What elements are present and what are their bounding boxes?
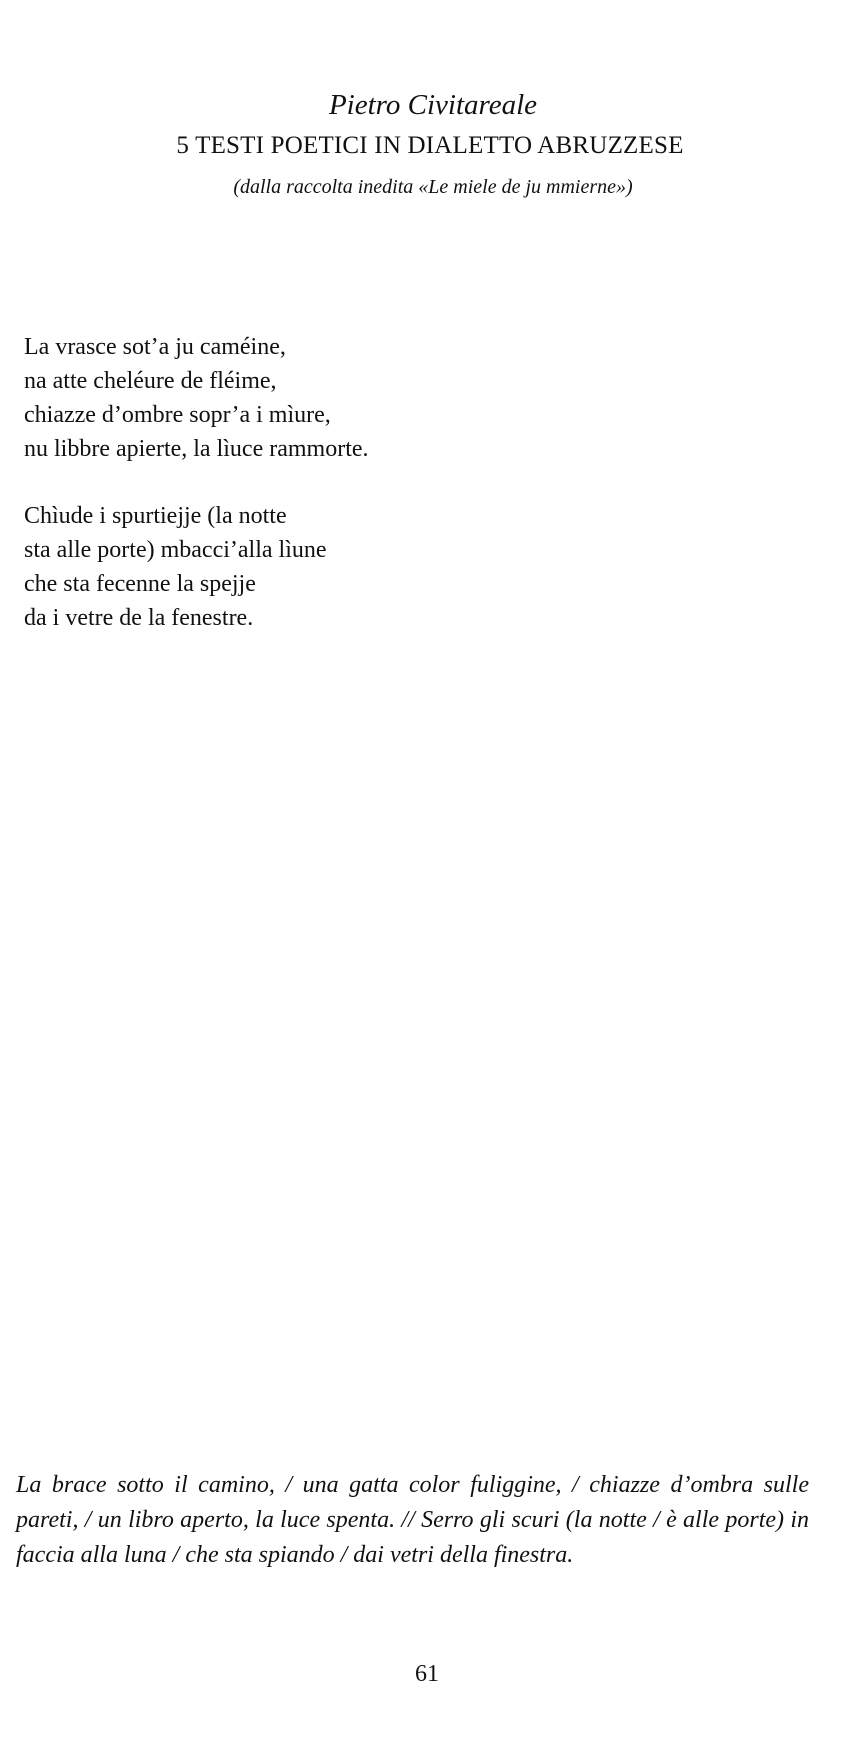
- section-title: 5 TESTI POETICI IN DIALETTO ABRUZZESE: [176, 132, 684, 159]
- poem-stanza-2: [24, 499, 369, 635]
- poem-line: sta alle porte) mbacci’alla lìune: [24, 537, 327, 563]
- poem-line: na atte cheléure de fléime,: [24, 368, 277, 394]
- page-header: [0, 84, 860, 202]
- author-name: Pietro Civitareale: [328, 89, 538, 121]
- poem-line: da i vetre de la fenestre.: [24, 605, 254, 631]
- dialect-poem: [24, 330, 369, 668]
- section-subtitle: (dalla raccolta inedita «Le miele de ju mmierne»): [233, 176, 633, 198]
- poem-stanza-1: [24, 330, 369, 466]
- page-number: 61: [415, 1661, 439, 1687]
- poem-line: chiazze d’ombre sopr’a i mìure,: [24, 402, 331, 428]
- poem-line: che sta fecenne la spejje: [24, 571, 256, 597]
- poem-line: nu libbre apierte, la lìuce rammorte.: [24, 436, 369, 462]
- poem-line: Chìude i spurtiejje (la notte: [24, 503, 287, 529]
- italian-translation: La brace sotto il camino, / una gatta color fuliggine, / chiazze d’ombra sulle pareti, / un libro aperto, la luce spenta. // Serro gli scuri (la notte / è alle porte) in faccia alla luna / che sta spiando / dai vetri della finestra.: [16, 1472, 809, 1568]
- poem-line: La vrasce sot’a ju caméine,: [24, 334, 286, 360]
